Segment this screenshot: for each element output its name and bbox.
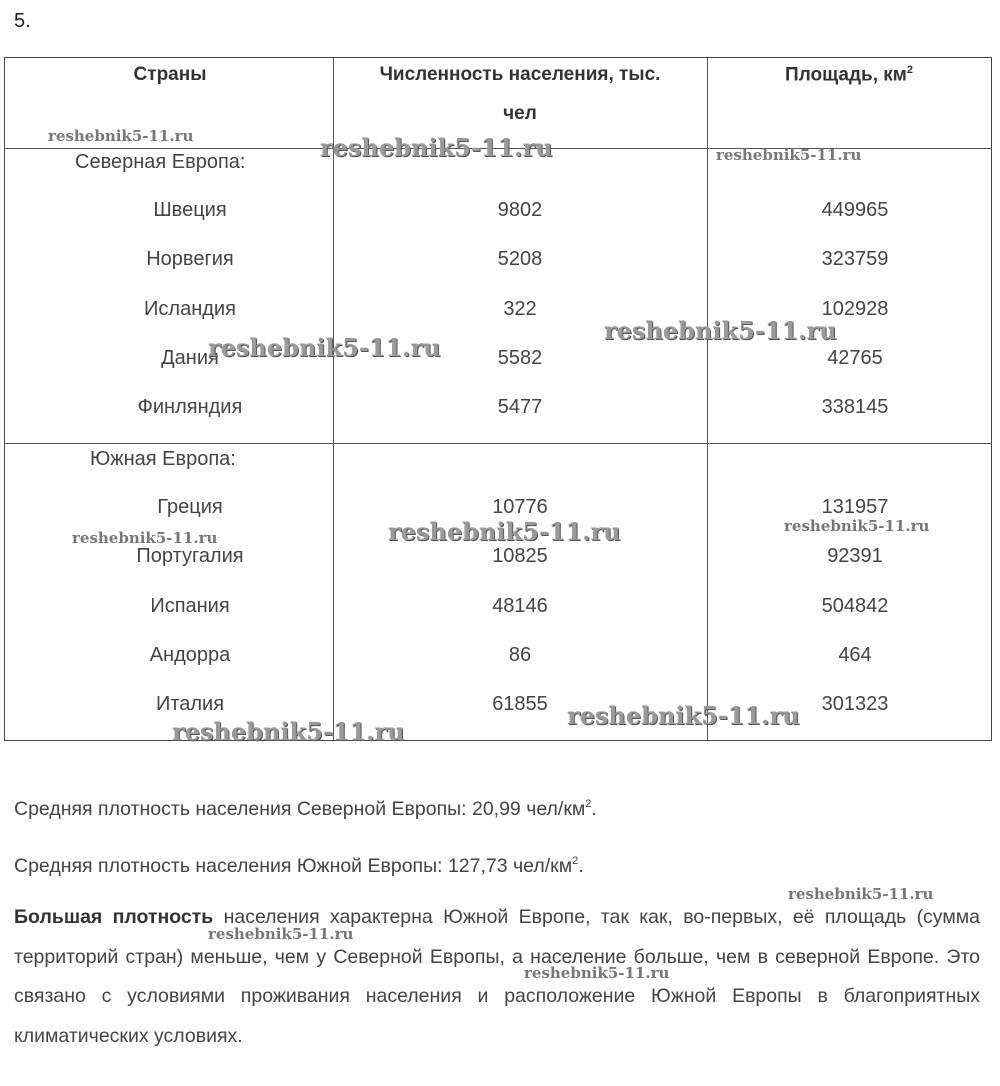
cell-country: Греция [157, 496, 223, 518]
cell-population: 10825 [492, 545, 548, 568]
cell-area: 42765 [827, 346, 883, 369]
cell-area: 131957 [821, 496, 889, 518]
conclusion-paragraph [14, 898, 980, 1056]
cell-population: 5477 [497, 396, 543, 419]
header-countries: Страны [133, 64, 207, 85]
density-south-sup: 2 [572, 855, 579, 867]
density-south [14, 855, 584, 878]
cell-area: 102928 [821, 297, 889, 320]
cell-area: 504842 [821, 594, 889, 617]
cell-country: Финляндия [137, 396, 243, 419]
cell-population: 5582 [497, 346, 543, 369]
region-south-title: Южная Европа: [90, 448, 236, 470]
density-south-text: Средняя плотность населения Южной Европы: 127,73 чел/км [14, 855, 573, 877]
cell-population: 5208 [497, 248, 543, 271]
cell-country: Дания [161, 346, 219, 369]
header-area-sup: 2 [906, 64, 913, 76]
cell-country: Норвегия [146, 248, 234, 271]
region-north-title: Северная Европа: [75, 151, 246, 173]
watermark: reshebnik5-11.ru [567, 701, 800, 730]
conclusion-text: населения характерна Южной Европе, так как, во-первых, её площадь (сумма территорий стран) меньше, чем у Северной Европы, а население больше, чем в северной Европе. Это связано с условиями проживания населения и расположение Южной Европы в благоприятных климатических условиях. [14, 906, 980, 1047]
density-north-end: . [591, 798, 597, 820]
cell-area: 464 [838, 643, 872, 666]
watermark: reshebnik5-11.ru [72, 529, 218, 547]
cell-population: 9802 [497, 199, 543, 221]
watermark: reshebnik5-11.ru [172, 717, 405, 746]
density-north [14, 798, 597, 821]
cell-population: 48146 [492, 594, 548, 617]
watermark: reshebnik5-11.ru [788, 885, 934, 903]
watermark: reshebnik5-11.ru [208, 333, 441, 362]
density-north-text: Средняя плотность населения Северной Европы: 20,99 чел/км [14, 798, 586, 820]
cell-population: 10776 [492, 496, 548, 518]
cell-country: Португалия [136, 545, 244, 568]
task-number: 5. [14, 10, 31, 32]
cell-population: 86 [508, 643, 532, 666]
cell-country: Исландия [144, 297, 236, 320]
watermark: reshebnik5-11.ru [388, 517, 621, 546]
watermark: reshebnik5-11.ru [604, 316, 837, 345]
cell-area: 92391 [827, 545, 883, 568]
cell-area: 323759 [821, 248, 889, 271]
header-area-label: Площадь, км [785, 64, 907, 86]
row-divider [5, 443, 991, 444]
cell-area: 301323 [821, 693, 889, 716]
cell-country: Швеция [153, 199, 227, 221]
cell-population: 61855 [492, 693, 548, 716]
watermark: reshebnik5-11.ru [716, 146, 862, 164]
density-south-end: . [578, 855, 584, 877]
cell-country: Италия [155, 693, 225, 716]
header-area [709, 64, 989, 86]
cell-country: Испания [150, 594, 230, 617]
watermark: reshebnik5-11.ru [320, 133, 553, 162]
density-north-sup: 2 [585, 798, 592, 810]
watermark: reshebnik5-11.ru [208, 925, 354, 943]
watermark: reshebnik5-11.ru [48, 127, 194, 145]
cell-country: Андорра [149, 643, 231, 666]
cell-area: 338145 [821, 396, 889, 419]
cell-area: 449965 [821, 199, 889, 221]
header-population: Численность населения, тыс. [379, 64, 661, 85]
header-population-unit: чел [503, 103, 537, 124]
column-divider [707, 58, 708, 740]
cell-population: 322 [503, 297, 537, 320]
watermark: reshebnik5-11.ru [524, 964, 670, 982]
watermark: reshebnik5-11.ru [784, 517, 930, 535]
conclusion-bold: Большая плотность [14, 906, 214, 928]
